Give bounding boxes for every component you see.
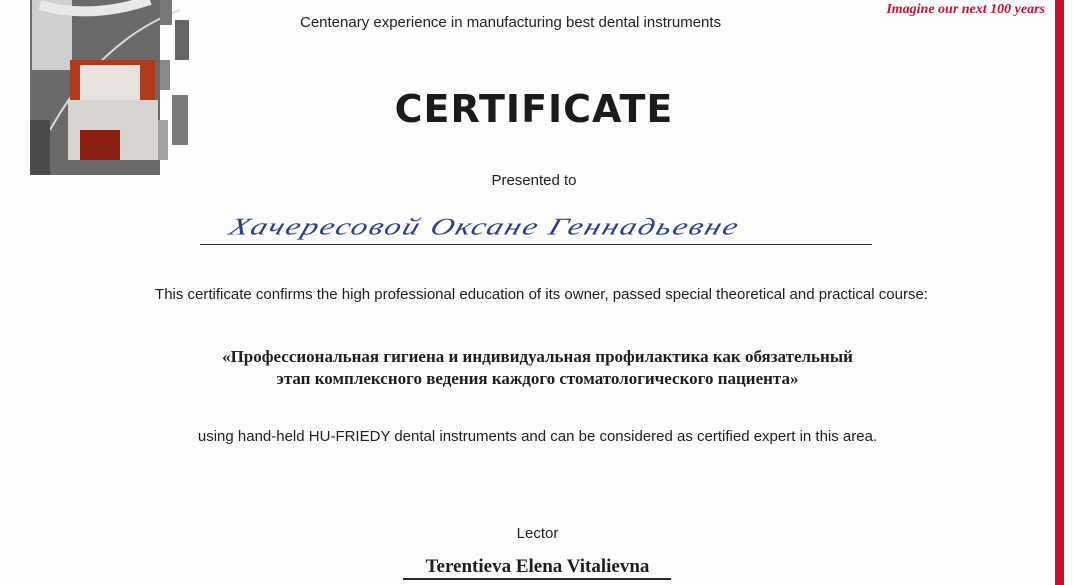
usage-text: using hand-held HU-FRIEDY dental instruments and can be considered as certified expert in this area. bbox=[197, 428, 878, 445]
certificate-title: CERTIFICATE bbox=[394, 87, 674, 131]
recipient-signature-line bbox=[200, 244, 872, 245]
experience-header: Centenary experience in manufacturing best dental instruments bbox=[300, 14, 722, 31]
course-title-line-1: «Профессиональная гигиена и индивидуальная профилактика как обязательный bbox=[222, 347, 853, 366]
presented-to-label: Presented to bbox=[491, 172, 577, 189]
recipient-handwritten-name: Хачересовой Оксане Геннадьевне bbox=[225, 212, 745, 240]
course-title-line-2: этап комплексного ведения каждого стоматологического пациента» bbox=[276, 369, 799, 388]
lector-name: Terentieva Elena Vitalievna bbox=[425, 556, 650, 577]
course-title bbox=[0, 346, 1075, 390]
lector-label: Lector bbox=[516, 525, 559, 542]
confirmation-text: This certificate confirms the high professional education of its owner, passed special theoretical and practical course: bbox=[155, 286, 928, 303]
brand-tagline: Imagine our next 100 years bbox=[886, 2, 1045, 17]
lector-name-underline bbox=[403, 578, 671, 580]
